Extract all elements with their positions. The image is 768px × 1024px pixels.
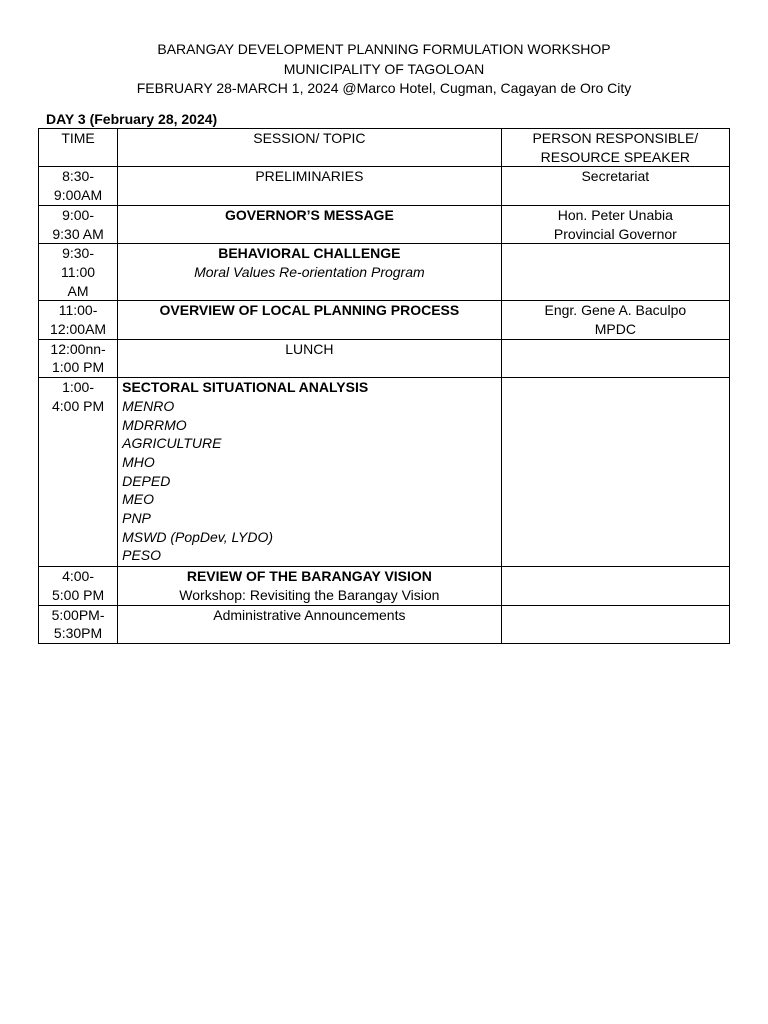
person-cell [501, 567, 729, 605]
day-title: DAY 3 (February 28, 2024) [46, 111, 218, 127]
workshop-title: BARANGAY DEVELOPMENT PLANNING FORMULATION WORKSHOP [157, 41, 611, 57]
document-header [0, 40, 768, 99]
date-venue: FEBRUARY 28-MARCH 1, 2024 @Marco Hotel, Cugman, Cagayan de Oro City [136, 80, 632, 96]
schedule-table [38, 128, 730, 644]
person-cell [501, 244, 729, 301]
sector-item: MEO [122, 491, 154, 508]
table-row [39, 605, 730, 643]
person-cell: Secretariat [501, 167, 729, 205]
time-cell: 9:30- 11:00 AM [39, 244, 118, 301]
topic-cell: PRELIMINARIES [118, 167, 502, 205]
sector-item: DEPED [122, 472, 171, 489]
table-row [39, 167, 730, 205]
topic-cell: SECTORAL SITUATIONAL ANALYSIS MENRO MDRRMO AGRICULTURE MHO DEPED MEO PNP MSWD (PopDev, LYDO) PESO [118, 378, 502, 567]
table-row [39, 339, 730, 377]
person-column-header: PERSON RESPONSIBLE/ RESOURCE SPEAKER [501, 129, 729, 167]
topic-cell: BEHAVIORAL CHALLENGE Moral Values Re-orientation Program [118, 244, 502, 301]
sector-item: MENRO [122, 397, 175, 414]
person-cell: Hon. Peter Unabia Provincial Governor [501, 205, 729, 243]
municipality-title: MUNICIPALITY OF TAGOLOAN [283, 60, 485, 77]
person-cell [501, 339, 729, 377]
topic-cell: REVIEW OF THE BARANGAY VISION Workshop: Revisiting the Barangay Vision [118, 567, 502, 605]
table-row [39, 567, 730, 605]
sector-item: AGRICULTURE [122, 435, 222, 452]
time-cell: 11:00- 12:00AM [39, 301, 118, 339]
table-row [39, 378, 730, 567]
topic-cell: LUNCH [118, 339, 502, 377]
topic-cell: GOVERNOR’S MESSAGE [118, 205, 502, 243]
person-cell [501, 378, 729, 567]
person-cell [501, 605, 729, 643]
time-cell: 9:00- 9:30 AM [39, 205, 118, 243]
sector-item: MHO [122, 453, 155, 470]
time-column-header: TIME [39, 129, 118, 167]
topic-cell: OVERVIEW OF LOCAL PLANNING PROCESS [118, 301, 502, 339]
table-header-row [39, 129, 730, 167]
sector-item: PNP [122, 510, 151, 527]
person-cell: Engr. Gene A. Baculpo MPDC [501, 301, 729, 339]
time-cell: 5:00PM- 5:30PM [39, 605, 118, 643]
time-cell: 1:00- 4:00 PM [39, 378, 118, 567]
sector-item: MSWD (PopDev, LYDO) [122, 528, 274, 545]
table-row [39, 301, 730, 339]
time-cell: 8:30- 9:00AM [39, 167, 118, 205]
table-row [39, 244, 730, 301]
time-cell: 4:00- 5:00 PM [39, 567, 118, 605]
topic-column-header: SESSION/ TOPIC [118, 129, 502, 167]
table-row [39, 205, 730, 243]
time-cell: 12:00nn- 1:00 PM [39, 339, 118, 377]
sector-item: PESO [122, 547, 162, 564]
subtopic: Workshop: Revisiting the Barangay Vision [179, 586, 440, 603]
subtopic: Moral Values Re-orientation Program [194, 263, 425, 280]
topic-cell: Administrative Announcements [118, 605, 502, 643]
sector-item: MDRRMO [122, 416, 187, 433]
